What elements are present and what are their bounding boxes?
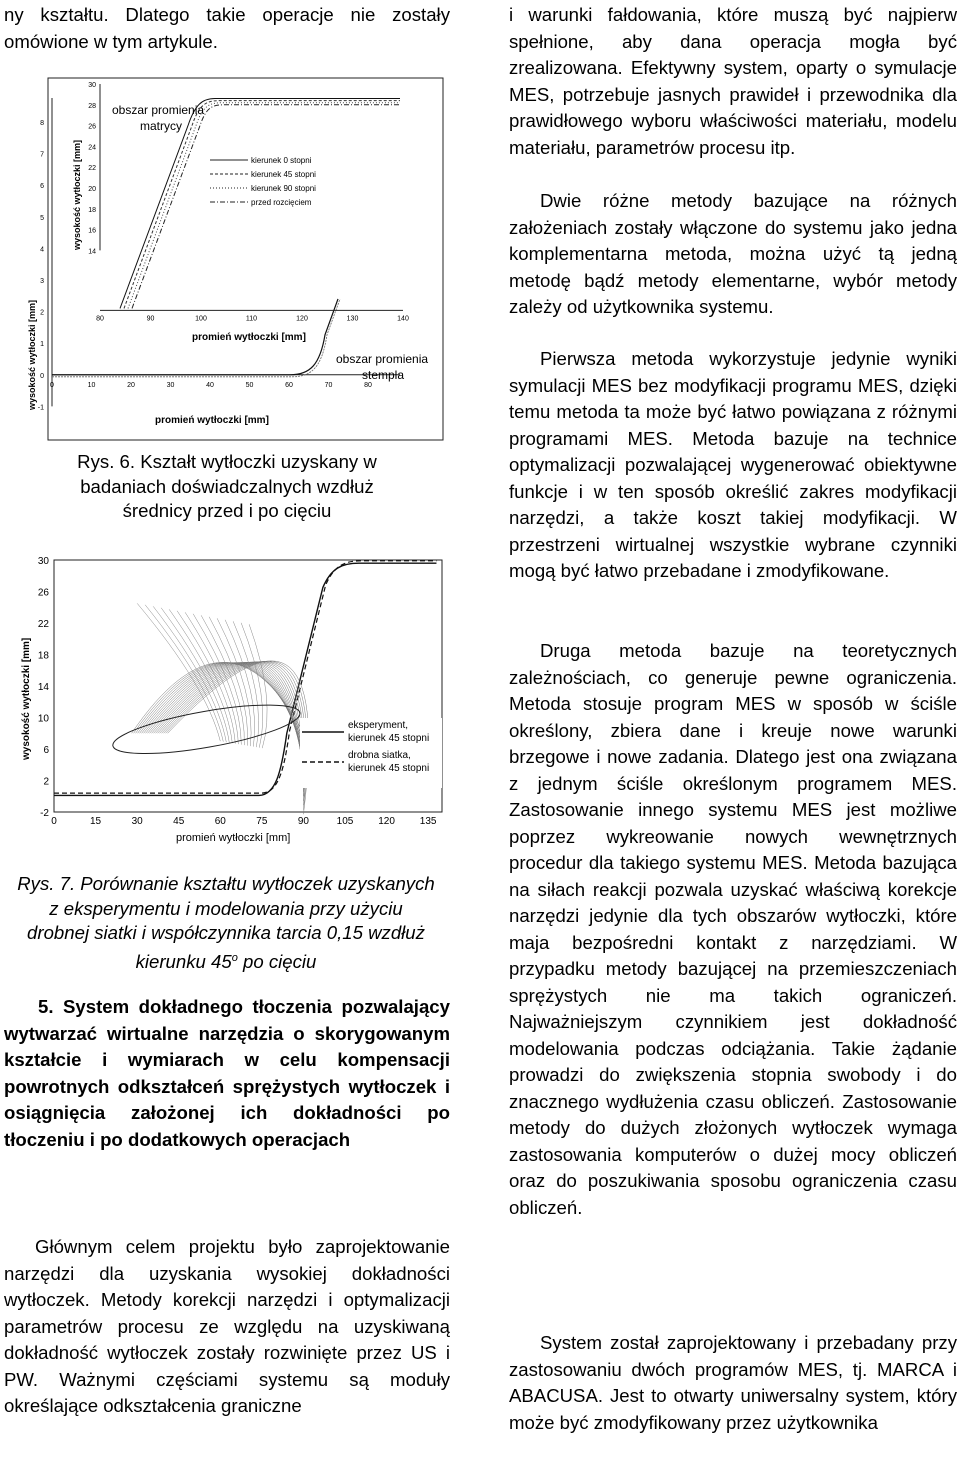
fig6-outer-ytick: -1 xyxy=(37,404,44,412)
fig6-legend-label: kierunek 0 stopni xyxy=(251,156,312,165)
fig6-punch-annotation-2: stempla xyxy=(362,368,405,382)
fig7-legend-label: kierunek 45 stopni xyxy=(348,733,430,744)
fig6-inner-ytick: 18 xyxy=(88,206,96,214)
figure-7-chart xyxy=(14,550,452,850)
fig6-inner-ytick: 26 xyxy=(88,123,96,131)
fig7-xtick: 75 xyxy=(256,816,268,827)
fig7-ylabel: wysokość wytłoczki [mm] xyxy=(21,637,32,760)
fig6-inner-ytick: 22 xyxy=(88,165,96,173)
fig6-outer-xtick: 10 xyxy=(87,381,96,389)
fig6-outer-xtick: 30 xyxy=(166,381,175,389)
fig7-xtick: 15 xyxy=(90,816,102,827)
fig6-outer-xtick: 0 xyxy=(50,381,54,389)
fig7-ytick: 2 xyxy=(43,776,49,788)
fig6-inner-ylabel: wysokość wytłoczki [mm] xyxy=(72,139,82,250)
fig6-outer-ytick: 0 xyxy=(40,372,44,380)
fig7-xlabel: promień wytłoczki [mm] xyxy=(176,832,291,844)
fig7-ytick: 14 xyxy=(37,682,49,693)
fig7-xtick: 105 xyxy=(336,816,354,827)
fig6-outer-xtick: 80 xyxy=(364,381,372,389)
fig6-inner-xtick: 120 xyxy=(296,315,308,323)
fig7-legend-label: kierunek 45 stopni xyxy=(348,763,430,774)
fig7-ytick: 10 xyxy=(37,713,49,725)
fig7-xtick: 0 xyxy=(51,816,57,827)
fig6-legend-label: kierunek 90 stopni xyxy=(251,184,316,193)
right-paragraph-3: Druga metoda bazuje na teoretycznych zależnościach, co generuje pewne ograniczenia. Metoda stosuje program MES w sposób w ściśle określony, zbiera dane i kreuje nowe warunki brzegowe i nowe zadania. Dlatego jest ona związana z jednym ściśle określonym programem MES. Zastosowanie innego systemu MES jest możliwe poprzez wykreowanie nowych wewnętrznych procedur dla takiego systemu MES. Metoda bazująca na siłach reakcji pozwala uzyskać właściwą korekcje narzędzi jedynie dla tych obszarów wytłoczki, które maja bezpośredni kontakt z narzędziami. W przypadku metody bazującej na przemieszczeniach sprężystych nie ma takich ograniczeń. Najważniejszym czynnikiem jest dokładność modelowania podczas odciążania. Takie żądanie prowadzi do zwiększenia stopnia swobody i do znacznego wydłużenia czasu obliczeń. Zastosowanie metody do dużych złożonych wytłoczek wymaga zastosowania komputerów o dużej mocy obliczeń oraz do poszukiwania sposobu ograniczenia czasu obliczeń. xyxy=(509,640,957,1218)
fig7-ytick: 18 xyxy=(37,650,49,662)
fig6-outer-ytick: 8 xyxy=(40,120,44,127)
fig6-legend-label: kierunek 45 stopni xyxy=(251,170,316,179)
fig6-inner-ytick: 30 xyxy=(88,82,96,89)
degree-superscript: o xyxy=(231,951,238,964)
figure-7-caption xyxy=(16,872,436,975)
figure-7-caption-end: po cięciu xyxy=(237,950,317,972)
right-paragraph-0: i warunki fałdowania, które muszą być najpierw spełnione, aby dana operacja mogła być zrealizowana. Efektywny system, oparty o symulacje MES, potrzebuje jasnych prawideł i przewodnika dla prawidłowego wyboru właściwości materiału, modelu materiału, parametrów procesu itp. xyxy=(509,4,957,158)
fig7-legend xyxy=(300,718,442,788)
fig6-inner-ytick: 16 xyxy=(88,227,96,235)
right-paragraph-1: Dwie różne metody bazujące na różnych założeniach zostały włączone do systemu jako jedna komplementarna metoda, można użyć tą jedną metodę bądź metody elementarne, wybór metody zależy od użytkownika systemu. xyxy=(509,190,957,317)
fig6-outer-xtick: 60 xyxy=(285,381,293,389)
fig7-xtick: 30 xyxy=(131,816,143,827)
fig6-matrix-annotation-2: matrycy xyxy=(140,119,182,133)
fig7-ytick: 30 xyxy=(37,556,49,567)
fig6-outer-xtick: 50 xyxy=(245,381,254,389)
fig6-outer-xlabel: promień wytłoczki [mm] xyxy=(155,415,269,426)
fig7-xtick: 135 xyxy=(419,816,437,827)
fig7-legend-label: eksperyment, xyxy=(348,720,409,731)
fig6-outer-ytick: 1 xyxy=(40,341,44,349)
fig7-ytick: 26 xyxy=(37,587,49,599)
figure-6-chart xyxy=(20,70,445,450)
right-paragraph-4: System został zaprojektowany i przebadany przy zastosowaniu dwóch programów MES, tj. MARCA i ABACUSA. Jest to otwarty uniwersalny system, który może być zmodyfikowany przez użytkownika xyxy=(509,1332,957,1433)
fig6-inner-xlabel: promień wytłoczki [mm] xyxy=(192,332,306,343)
fig7-ytick: -2 xyxy=(40,808,49,819)
fig7-xtick: 90 xyxy=(297,816,309,827)
fig6-inner-ytick: 28 xyxy=(88,102,96,110)
fig6-inner-xtick: 90 xyxy=(146,315,155,323)
fig6-inner-xtick: 80 xyxy=(96,315,104,323)
left-paragraph-1: Głównym celem projektu było zaprojektowanie narzędzi dla uzyskania wysokiej dokładności wytłoczek. Metody korekcji narzędzi i optymalizacji parametrów procesu ze względu na uzyskiwaną dokładność wytłoczek zostały rozwinięte przez US i PW. Ważnymi częściami systemu są moduły określające odkształcenia graniczne xyxy=(4,1236,450,1416)
fig6-outer-ytick: 6 xyxy=(40,183,44,191)
fig6-inner-xtick: 110 xyxy=(245,315,258,323)
fig6-outer-ytick: 3 xyxy=(40,278,44,285)
fig7-xtick: 120 xyxy=(378,816,395,827)
fig6-outer-ytick: 4 xyxy=(40,246,44,254)
fig6-outer-ytick: 5 xyxy=(40,214,44,222)
figure-7-caption-text: Rys. 7. Porównanie kształtu wytłoczek uzyskanych z eksperymentu i modelowania przy użyciu drobnej siatki i współczynnika tarcia 0,15 wzdłuż kierunku 45 xyxy=(17,873,435,972)
fig6-legend-label: przed rozcięciem xyxy=(251,198,312,207)
fig7-ytick: 6 xyxy=(43,745,49,756)
fig6-outer-ylabel: wysokość wytłoczki [mm] xyxy=(27,299,37,410)
fig6-punch-annotation-1: obszar promienia xyxy=(336,352,429,366)
fig6-outer-xtick: 70 xyxy=(324,381,333,389)
fig6-outer-xtick: 40 xyxy=(206,381,214,389)
fig6-inner-xtick: 100 xyxy=(195,315,207,323)
fig6-inner-ytick: 14 xyxy=(88,248,96,256)
fig7-xtick: 60 xyxy=(214,816,226,827)
intro-text: ny kształtu. Dlatego takie operacje nie zostały omówione w tym artykule. xyxy=(4,4,450,52)
fig6-inner-ytick: 24 xyxy=(88,144,96,152)
fig7-xtick: 45 xyxy=(173,816,185,827)
fig7-legend-label: drobna siatka, xyxy=(348,750,411,761)
fig6-inner-xtick: 140 xyxy=(397,315,409,323)
fig6-outer-ytick: 2 xyxy=(40,309,44,317)
fig7-ytick: 22 xyxy=(37,619,49,630)
fig6-inner-xtick: 130 xyxy=(346,315,359,323)
section-heading: 5. System dokładnego tłoczenia pozwalający wytwarzać wirtualne narzędzia o skorygowanym kształcie i wymiarach w celu kompensacji powrotnych odkształceń sprężystych wytłoczek i osiągnięcia założonej ich dokładności po tłoczeniu i po dodatkowych operacjach xyxy=(4,996,450,1150)
fig6-matrix-annotation-1: obszar promienia xyxy=(112,103,205,117)
fig6-outer-ytick: 7 xyxy=(40,151,44,159)
fig6-outer-xtick: 20 xyxy=(127,381,135,389)
fig6-inner-ytick: 20 xyxy=(88,186,96,193)
figure-6-caption: Rys. 6. Kształt wytłoczki uzyskany w badaniach doświadczalnych wzdłuż średnicy przed i po cięciu xyxy=(77,451,377,522)
right-paragraph-2: Pierwsza metoda wykorzystuje jedynie wyniki symulacji MES bez modyfikacji programu MES, dzięki temu metoda ta może być łatwo powiązana z różnymi programami MES. Metoda bazuje na technice optymalizacji pozwalającej wygenerować obiektywne funkcje i w ten sposób określić zakres modyfikacji narzędzi, a także koszt takiej modyfikacji. W przestrzeni wirtualnej wszystkie wybrane czynniki mogą być łatwo przebadane i zmodyfikowane. xyxy=(509,348,957,581)
